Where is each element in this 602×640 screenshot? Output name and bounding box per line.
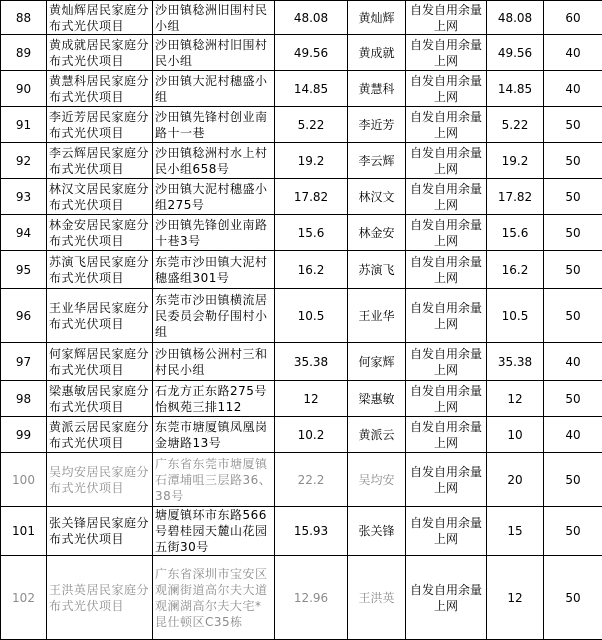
table-row — [1, 35, 602, 71]
project-name: 王业华居民家庭分布式光伏项目 — [47, 289, 153, 343]
grid-capacity: 19.2 — [487, 143, 544, 179]
project-name: 林汉文居民家庭分布式光伏项目 — [47, 179, 153, 215]
owner-name: 黄成就 — [348, 35, 406, 71]
service-years: 50 — [544, 215, 602, 251]
row-number: 90 — [1, 71, 47, 107]
project-address: 沙田镇稔洲村水上村民小组658号 — [153, 143, 275, 179]
grid-capacity: 5.22 — [487, 107, 544, 143]
grid-mode: 自发自用余量上网 — [406, 556, 487, 640]
grid-mode: 自发自用余量上网 — [406, 71, 487, 107]
table-row — [1, 507, 602, 556]
grid-capacity: 15 — [487, 507, 544, 556]
project-address: 东莞市沙田镇横流居民委员会勒仔围村小组 — [153, 289, 275, 343]
grid-mode: 自发自用余量上网 — [406, 289, 487, 343]
installed-capacity: 15.6 — [275, 215, 348, 251]
service-years: 50 — [544, 179, 602, 215]
project-address: 沙田镇稔洲旧围村民小组 — [153, 1, 275, 35]
owner-name: 王洪英 — [348, 556, 406, 640]
table-row — [1, 289, 602, 343]
grid-capacity: 10.5 — [487, 289, 544, 343]
grid-capacity: 20 — [487, 453, 544, 507]
project-name: 张关锋居民家庭分布式光伏项目 — [47, 507, 153, 556]
installed-capacity: 48.08 — [275, 1, 348, 35]
project-name: 梁惠敏居民家庭分布式光伏项目 — [47, 381, 153, 417]
service-years: 40 — [544, 35, 602, 71]
grid-capacity: 14.85 — [487, 71, 544, 107]
project-name: 林金安居民家庭分布式光伏项目 — [47, 215, 153, 251]
service-years: 50 — [544, 289, 602, 343]
row-number: 92 — [1, 143, 47, 179]
installed-capacity: 12.96 — [275, 556, 348, 640]
row-number: 98 — [1, 381, 47, 417]
service-years: 50 — [544, 556, 602, 640]
project-name: 黄慧科居民家庭分布式光伏项目 — [47, 71, 153, 107]
row-number: 96 — [1, 289, 47, 343]
service-years: 50 — [544, 251, 602, 289]
installed-capacity: 16.2 — [275, 251, 348, 289]
owner-name: 黄派云 — [348, 417, 406, 453]
table-row — [1, 556, 602, 640]
table-row — [1, 1, 602, 35]
table-row — [1, 381, 602, 417]
installed-capacity: 35.38 — [275, 343, 348, 381]
owner-name: 王业华 — [348, 289, 406, 343]
table-row — [1, 71, 602, 107]
grid-mode: 自发自用余量上网 — [406, 381, 487, 417]
owner-name: 张关锋 — [348, 507, 406, 556]
grid-mode: 自发自用余量上网 — [406, 507, 487, 556]
installed-capacity: 5.22 — [275, 107, 348, 143]
grid-mode: 自发自用余量上网 — [406, 343, 487, 381]
project-address: 东莞市塘厦镇凤凰岗金塘路13号 — [153, 417, 275, 453]
owner-name: 林金安 — [348, 215, 406, 251]
owner-name: 苏演飞 — [348, 251, 406, 289]
grid-mode: 自发自用余量上网 — [406, 179, 487, 215]
project-table-body — [1, 1, 602, 640]
table-row — [1, 453, 602, 507]
row-number: 97 — [1, 343, 47, 381]
project-address: 东莞市沙田镇大泥村穗盛组301号 — [153, 251, 275, 289]
project-address: 塘厦镇环市东路566号碧桂园天麓山花园五街30号 — [153, 507, 275, 556]
row-number: 99 — [1, 417, 47, 453]
grid-capacity: 12 — [487, 556, 544, 640]
service-years: 60 — [544, 1, 602, 35]
project-address: 广东省深圳市宝安区观澜街道高尔夫大道观澜湖高尔夫大宅*昆仕顿区C35栋 — [153, 556, 275, 640]
grid-capacity: 48.08 — [487, 1, 544, 35]
grid-mode: 自发自用余量上网 — [406, 1, 487, 35]
service-years: 40 — [544, 343, 602, 381]
project-name: 王洪英居民家庭分布式光伏项目 — [47, 556, 153, 640]
grid-mode: 自发自用余量上网 — [406, 107, 487, 143]
grid-capacity: 17.82 — [487, 179, 544, 215]
row-number: 94 — [1, 215, 47, 251]
project-address: 沙田镇稔洲村旧围村民小组 — [153, 35, 275, 71]
grid-capacity: 12 — [487, 381, 544, 417]
project-name: 李近芳居民家庭分布式光伏项目 — [47, 107, 153, 143]
project-address: 沙田镇杨公洲村三和村民小组 — [153, 343, 275, 381]
grid-mode: 自发自用余量上网 — [406, 417, 487, 453]
installed-capacity: 49.56 — [275, 35, 348, 71]
owner-name: 何家辉 — [348, 343, 406, 381]
table-row — [1, 251, 602, 289]
installed-capacity: 10.2 — [275, 417, 348, 453]
grid-mode: 自发自用余量上网 — [406, 35, 487, 71]
service-years: 40 — [544, 417, 602, 453]
project-address: 广东省东莞市塘厦镇石潭埔咀三层路36、38号 — [153, 453, 275, 507]
service-years: 50 — [544, 453, 602, 507]
table-row — [1, 215, 602, 251]
project-name: 吴均安居民家庭分布式光伏项目 — [47, 453, 153, 507]
row-number: 100 — [1, 453, 47, 507]
grid-capacity: 10 — [487, 417, 544, 453]
service-years: 50 — [544, 507, 602, 556]
service-years: 40 — [544, 71, 602, 107]
table-row — [1, 417, 602, 453]
grid-capacity: 35.38 — [487, 343, 544, 381]
installed-capacity: 10.5 — [275, 289, 348, 343]
project-address: 沙田镇先锋村创业南路十一巷 — [153, 107, 275, 143]
project-name: 黄成就居民家庭分布式光伏项目 — [47, 35, 153, 71]
installed-capacity: 15.93 — [275, 507, 348, 556]
service-years: 50 — [544, 107, 602, 143]
project-name: 苏演飞居民家庭分布式光伏项目 — [47, 251, 153, 289]
table-row — [1, 179, 602, 215]
project-address: 石龙方正东路275号怡枫苑三排112 — [153, 381, 275, 417]
installed-capacity: 14.85 — [275, 71, 348, 107]
owner-name: 吴均安 — [348, 453, 406, 507]
project-address: 沙田镇先锋创业南路十巷3号 — [153, 215, 275, 251]
installed-capacity: 19.2 — [275, 143, 348, 179]
project-address: 沙田镇大泥村穗盛小组 — [153, 71, 275, 107]
owner-name: 李近芳 — [348, 107, 406, 143]
service-years: 50 — [544, 143, 602, 179]
row-number: 88 — [1, 1, 47, 35]
row-number: 102 — [1, 556, 47, 640]
installed-capacity: 17.82 — [275, 179, 348, 215]
owner-name: 黄灿辉 — [348, 1, 406, 35]
row-number: 93 — [1, 179, 47, 215]
installed-capacity: 12 — [275, 381, 348, 417]
project-name: 黄灿辉居民家庭分布式光伏项目 — [47, 1, 153, 35]
project-address: 沙田镇大泥村穗盛小组275号 — [153, 179, 275, 215]
owner-name: 李云辉 — [348, 143, 406, 179]
grid-capacity: 16.2 — [487, 251, 544, 289]
owner-name: 林汉文 — [348, 179, 406, 215]
grid-mode: 自发自用余量上网 — [406, 251, 487, 289]
grid-mode: 自发自用余量上网 — [406, 215, 487, 251]
grid-capacity: 49.56 — [487, 35, 544, 71]
owner-name: 梁惠敏 — [348, 381, 406, 417]
row-number: 91 — [1, 107, 47, 143]
project-name: 李云辉居民家庭分布式光伏项目 — [47, 143, 153, 179]
grid-mode: 自发自用余量上网 — [406, 453, 487, 507]
table-row — [1, 107, 602, 143]
project-name: 黄派云居民家庭分布式光伏项目 — [47, 417, 153, 453]
service-years: 50 — [544, 381, 602, 417]
row-number: 95 — [1, 251, 47, 289]
table-row — [1, 143, 602, 179]
owner-name: 黄慧科 — [348, 71, 406, 107]
installed-capacity: 22.2 — [275, 453, 348, 507]
row-number: 101 — [1, 507, 47, 556]
grid-mode: 自发自用余量上网 — [406, 143, 487, 179]
grid-capacity: 15.6 — [487, 215, 544, 251]
table-row — [1, 343, 602, 381]
row-number: 89 — [1, 35, 47, 71]
project-name: 何家辉居民家庭分布式光伏项目 — [47, 343, 153, 381]
